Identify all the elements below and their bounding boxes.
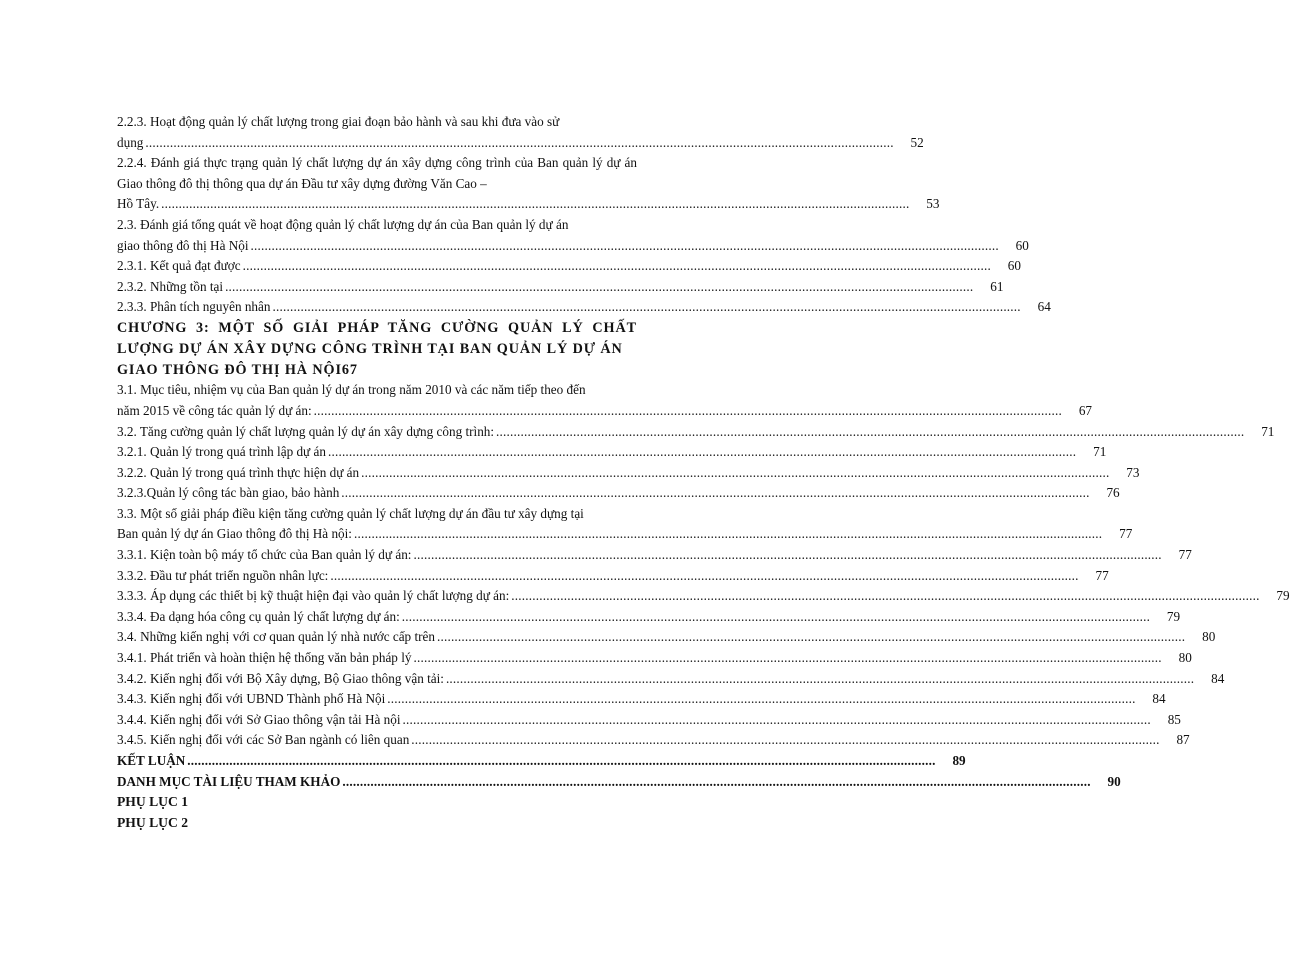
toc-page-number: 80 bbox=[1178, 650, 1192, 666]
toc-entry-text: KẾT LUẬN bbox=[117, 753, 186, 769]
dot-leader bbox=[413, 545, 1161, 566]
toc-page-number: 67 bbox=[1078, 402, 1092, 418]
dot-leader bbox=[251, 236, 999, 257]
toc-entry-3-4-2 bbox=[117, 669, 1225, 690]
toc-page-number: 77 bbox=[1178, 547, 1192, 563]
dot-leader bbox=[413, 648, 1161, 669]
dot-leader bbox=[387, 689, 1135, 710]
toc-entry-text: giao thông đô thị Hà Nội bbox=[117, 237, 249, 253]
toc-page-number: 60 bbox=[1007, 258, 1021, 274]
toc-entry-text: 3.4.1. Phát triển và hoàn thiện hệ thống văn bản pháp lý bbox=[117, 650, 412, 666]
dot-leader bbox=[328, 442, 1076, 463]
dot-leader bbox=[511, 586, 1259, 607]
toc-entry-text: 2.3.3. Phân tích nguyên nhân bbox=[117, 299, 271, 315]
toc-entry-2-3-1 bbox=[117, 256, 1021, 277]
dot-leader bbox=[314, 401, 1062, 422]
toc-entry-3-3-2 bbox=[117, 566, 1109, 587]
toc-page-number: 53 bbox=[926, 196, 940, 212]
toc-page-number: 61 bbox=[990, 278, 1004, 294]
dot-leader bbox=[341, 483, 1089, 504]
dot-leader bbox=[411, 730, 1159, 751]
toc-entry-text: 3.3.3. Áp dụng các thiết bị kỹ thuật hiện đại vào quản lý chất lượng dự án: bbox=[117, 588, 510, 604]
toc-entry-text: DANH MỤC TÀI LIỆU THAM KHẢO bbox=[117, 773, 341, 789]
toc-page-number: 79 bbox=[1166, 608, 1181, 624]
toc-page-number: 77 bbox=[1119, 526, 1133, 542]
toc-entry-text: 2.2.3. Hoạt động quản lý chất lượng trong giai đoạn bảo hành và sau khi đưa vào sử bbox=[117, 114, 560, 129]
toc-entry-text: 2.2.4. Đánh giá thực trạng quản lý chất lượng dự án xây dựng công trình của Ban quản lý dự án Giao thông đô thị thông qua dự án Đầu tư xây dựng đường Văn Cao – bbox=[117, 155, 637, 191]
dot-leader bbox=[402, 607, 1150, 628]
toc-entry-text: 3.2.1. Quản lý trong quá trình lập dự án bbox=[117, 444, 326, 460]
toc-page-number: 80 bbox=[1202, 629, 1216, 645]
toc-entry-phu-luc-1: PHỤ LỤC 1 bbox=[117, 794, 188, 810]
toc-entry-text: 3.4.2. Kiến nghị đối với Bộ Xây dựng, Bộ Giao thông vận tải: bbox=[117, 670, 444, 686]
dot-leader bbox=[361, 463, 1109, 484]
dot-leader bbox=[243, 256, 991, 277]
dot-leader bbox=[145, 133, 893, 154]
toc-entry-3-4-3 bbox=[117, 689, 1166, 710]
toc-entry-3-2 bbox=[117, 422, 1275, 443]
toc-entry-text: 3.2. Tăng cường quản lý chất lượng quản lý dự án xây dựng công trình: bbox=[117, 423, 495, 439]
toc-entry-3-4-4 bbox=[117, 710, 1181, 731]
dot-leader bbox=[496, 422, 1244, 443]
toc-entry-text: 3.2.3.Quản lý công tác bàn giao, bảo hành bbox=[117, 485, 340, 501]
toc-entry-text: năm 2015 về công tác quản lý dự án: bbox=[117, 402, 312, 418]
toc-page-number: 85 bbox=[1167, 711, 1181, 727]
toc-entry-3-2-1 bbox=[117, 442, 1107, 463]
toc-page-number: 52 bbox=[910, 134, 924, 150]
toc-page-number: 73 bbox=[1126, 464, 1140, 480]
toc-entry-text: Hồ Tây. bbox=[117, 196, 160, 212]
toc-entry-3-3-3 bbox=[117, 586, 1290, 607]
table-of-contents bbox=[117, 112, 1290, 833]
toc-entry-3-4-1 bbox=[117, 648, 1192, 669]
toc-entry-text: 3.1. Mục tiêu, nhiệm vụ của Ban quản lý dự án trong năm 2010 và các năm tiếp theo đến bbox=[117, 382, 586, 398]
toc-entry-text: 3.3.4. Đa dạng hóa công cụ quản lý chất lượng dự án: bbox=[117, 608, 400, 624]
toc-entry-text: 3.3. Một số giải pháp điều kiện tăng cường quản lý chất lượng dự án đầu tư xây dựng tại bbox=[117, 505, 584, 521]
toc-entry-3-3 bbox=[117, 504, 1133, 545]
toc-entry-2-2-4 bbox=[117, 153, 940, 215]
toc-entry-2-2-3 bbox=[117, 112, 924, 153]
toc-entry-text: 3.4.5. Kiến nghị đối với các Sở Ban ngành có liên quan bbox=[117, 732, 410, 748]
chapter-title: CHƯƠNG 3: MỘT SỐ GIẢI PHÁP TĂNG CƯỜNG QUẢN LÝ CHẤT LƯỢNG DỰ ÁN XÂY DỰNG CÔNG TRÌNH TẠI BAN QUẢN LÝ DỰ ÁN bbox=[117, 319, 637, 357]
toc-entry-phu-luc-2: PHỤ LỤC 2 bbox=[117, 814, 188, 830]
toc-entry-text: dụng bbox=[117, 134, 144, 150]
toc-page-number: 71 bbox=[1261, 423, 1275, 439]
toc-entry-3-3-4 bbox=[117, 607, 1181, 628]
dot-leader bbox=[342, 772, 1090, 793]
toc-entry-3-4-5 bbox=[117, 730, 1190, 751]
toc-page-number: 71 bbox=[1093, 444, 1107, 460]
toc-chapter-3 bbox=[117, 318, 637, 380]
toc-entry-text: 2.3. Đánh giá tổng quát về hoạt động quản lý chất lượng dự án của Ban quản lý dự án bbox=[117, 216, 569, 232]
toc-entry-text: 3.4.4. Kiến nghị đối với Sở Giao thông vận tải Hà nội bbox=[117, 711, 401, 727]
toc-page-number: 87 bbox=[1176, 732, 1190, 748]
toc-page-number: 64 bbox=[1037, 299, 1051, 315]
dot-leader bbox=[354, 524, 1102, 545]
toc-entry-2-3 bbox=[117, 215, 1029, 256]
toc-entry-text: 3.4.3. Kiến nghị đối với UBND Thành phố Hà Nội bbox=[117, 691, 386, 707]
dot-leader bbox=[225, 277, 973, 298]
toc-page-number: 67 bbox=[341, 361, 358, 378]
toc-entry-text: 3.4. Những kiến nghị với cơ quan quản lý nhà nước cấp trên bbox=[117, 629, 435, 645]
dot-leader bbox=[403, 710, 1151, 731]
toc-page-number: 84 bbox=[1152, 691, 1166, 707]
dot-leader bbox=[272, 297, 1020, 318]
toc-entry-text: 3.3.1. Kiện toàn bộ máy tổ chức của Ban quản lý dự án: bbox=[117, 547, 412, 563]
toc-entry-text: Ban quản lý dự án Giao thông đô thị Hà nội: bbox=[117, 526, 352, 542]
toc-entry-3-4 bbox=[117, 627, 1216, 648]
toc-page-number: 77 bbox=[1095, 567, 1109, 583]
toc-page-number: 79 bbox=[1276, 588, 1290, 604]
toc-entry-ket-luan bbox=[117, 751, 966, 772]
toc-page-number: 89 bbox=[952, 753, 966, 769]
dot-leader bbox=[161, 194, 909, 215]
toc-entry-3-3-1 bbox=[117, 545, 1192, 566]
toc-entry-text: 2.3.1. Kết quả đạt được bbox=[117, 258, 241, 274]
dot-leader bbox=[330, 566, 1078, 587]
toc-entry-3-2-3 bbox=[117, 483, 1120, 504]
toc-page-number: 90 bbox=[1107, 773, 1121, 789]
toc-entry-3-1 bbox=[117, 380, 1092, 421]
toc-page-number: 84 bbox=[1211, 670, 1225, 686]
toc-entry-3-2-2 bbox=[117, 463, 1140, 484]
toc-entry-2-3-2 bbox=[117, 277, 1004, 298]
toc-entry-2-3-3 bbox=[117, 297, 1051, 318]
dot-leader bbox=[187, 751, 935, 772]
toc-entry-text: 3.3.2. Đầu tư phát triển nguồn nhân lực: bbox=[117, 567, 329, 583]
toc-page-number: 60 bbox=[1015, 237, 1029, 253]
dot-leader bbox=[446, 669, 1194, 690]
chapter-title-tail: GIAO THÔNG ĐÔ THỊ HÀ NỘI bbox=[117, 361, 342, 378]
toc-entry-danh-muc bbox=[117, 772, 1121, 793]
toc-entry-text: 2.3.2. Những tồn tại bbox=[117, 278, 224, 294]
toc-entry-text: 3.2.2. Quản lý trong quá trình thực hiện dự án bbox=[117, 464, 360, 480]
toc-page-number: 76 bbox=[1106, 485, 1120, 501]
dot-leader bbox=[437, 627, 1185, 648]
